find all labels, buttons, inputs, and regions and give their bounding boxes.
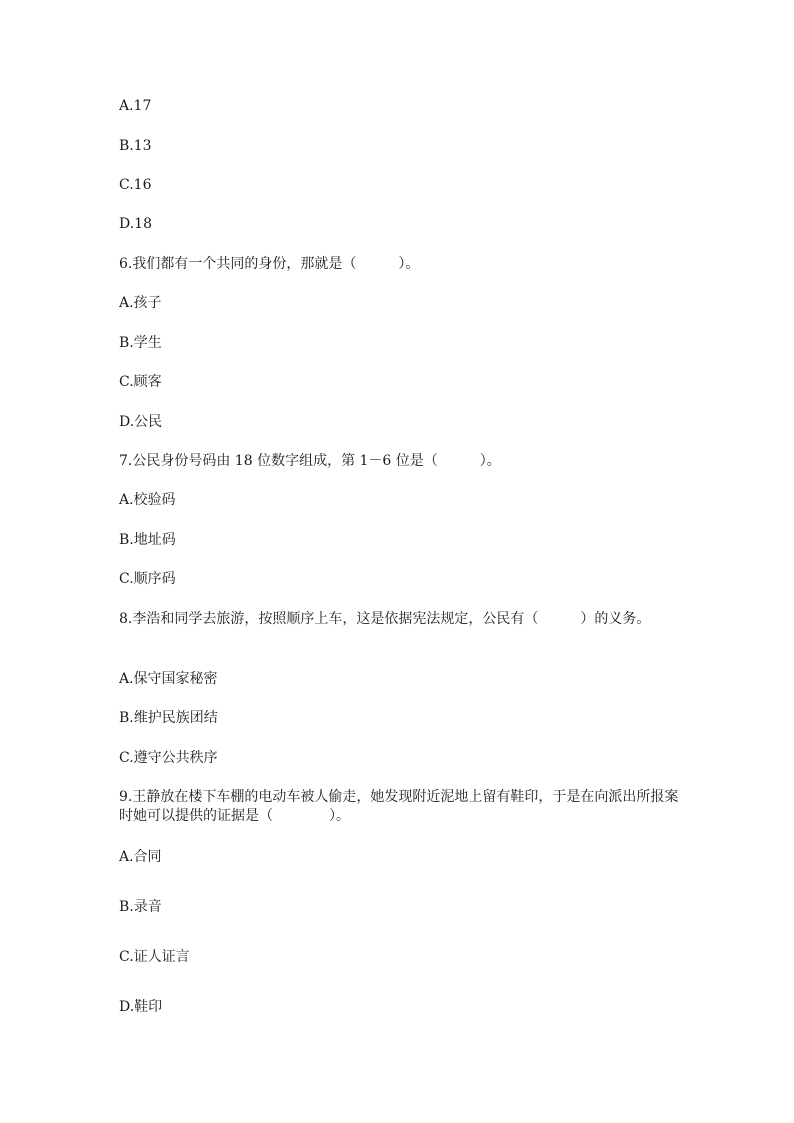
q7-option-b: B.地址码 xyxy=(119,532,176,548)
q6-option-d: D.公民 xyxy=(119,414,163,430)
q8-option-c: C.遵守公共秩序 xyxy=(119,750,218,766)
q8-option-b: B.维护民族团结 xyxy=(119,710,218,726)
q6-stem: 6.我们都有一个共同的身份，那就是（ ）。 xyxy=(119,256,420,272)
q5-option-d: D.18 xyxy=(119,216,152,232)
q9-option-d: D.鞋印 xyxy=(119,999,163,1015)
q6-option-b: B.学生 xyxy=(119,335,162,351)
q9-option-b: B.录音 xyxy=(119,899,162,915)
q7-option-c: C.顺序码 xyxy=(119,571,176,587)
q7-stem: 7.公民身份号码由 18 位数字组成，第 1－6 位是（ ）。 xyxy=(119,453,501,469)
q5-option-a: A.17 xyxy=(119,98,152,114)
q9-option-a: A.合同 xyxy=(119,849,162,865)
q5-option-c: C.16 xyxy=(119,177,152,193)
q7-option-a: A.校验码 xyxy=(119,492,176,508)
q9-option-c: C.证人证言 xyxy=(119,949,190,965)
q6-option-a: A.孩子 xyxy=(119,295,162,311)
q6-option-c: C.顾客 xyxy=(119,374,162,390)
q5-option-b: B.13 xyxy=(119,138,152,154)
q9-stem: 9.王静放在楼下车棚的电动车被人偷走，她发现附近泥地上留有鞋印，于是在向派出所报案时她可以提供的证据是（ ）。 xyxy=(119,789,679,824)
q8-option-a: A.保守国家秘密 xyxy=(119,671,218,687)
q8-stem: 8.李浩和同学去旅游，按照顺序上车，这是依据宪法规定，公民有（ ）的义务。 xyxy=(119,611,651,627)
